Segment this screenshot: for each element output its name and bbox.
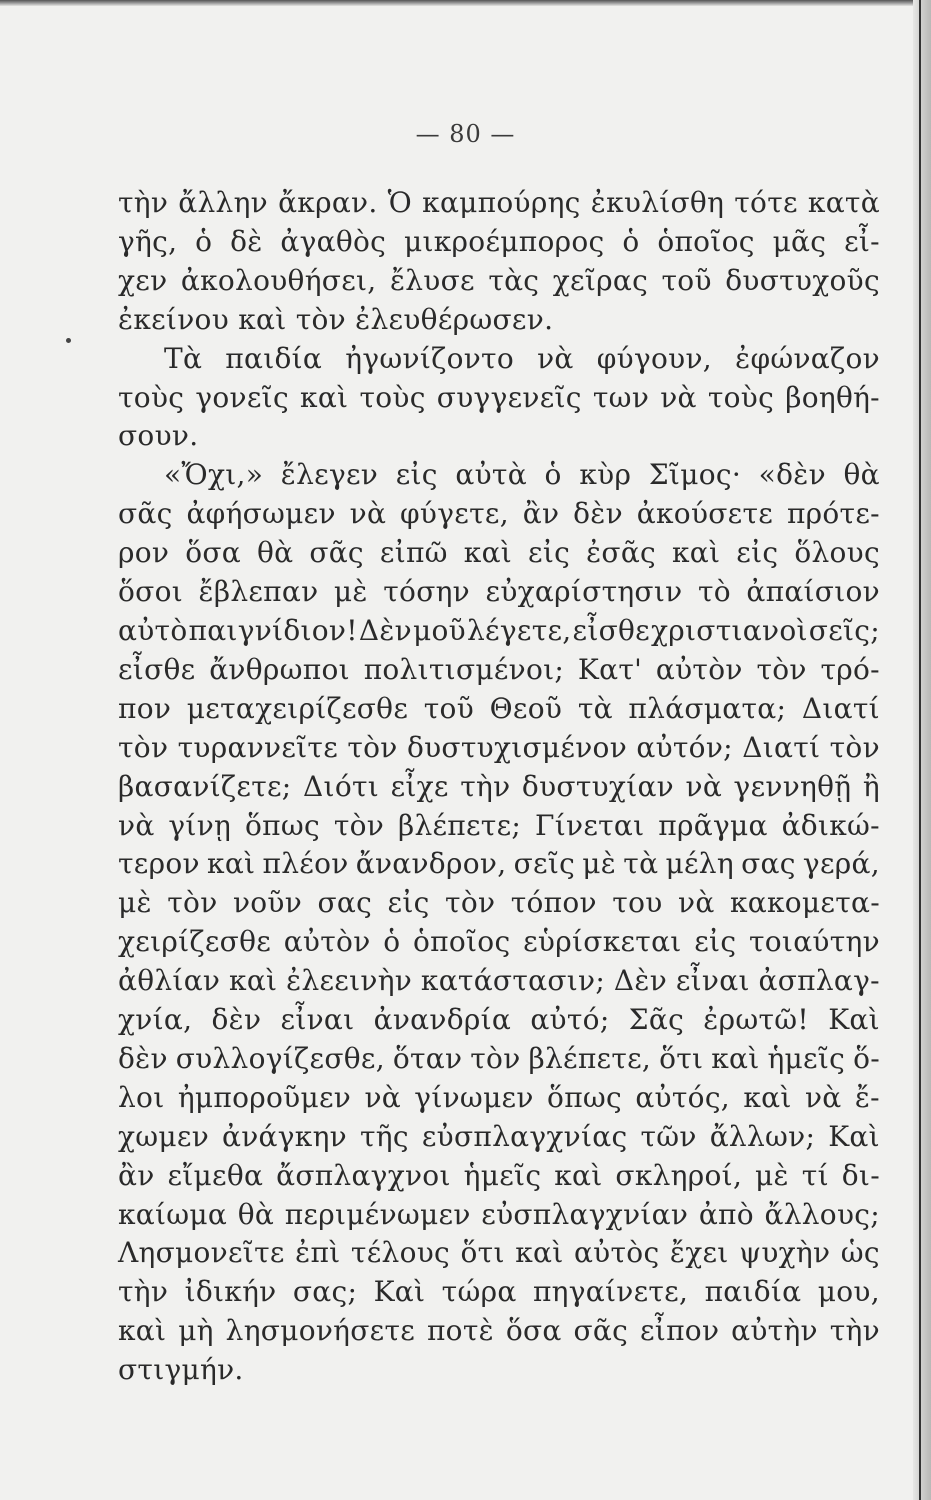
text-line: καίωμα θὰ περιμένωμεν εὐσπλαγχνίαν ἀπὸ ἄλλους;	[118, 1197, 880, 1231]
text-line: τερον καὶ πλέον ἄνανδρον, σεῖς μὲ τὰ μέλη σας γερά,	[118, 847, 880, 881]
body-text	[118, 184, 880, 1390]
text-line: σουν.	[118, 419, 199, 453]
text-line: χεν ἀκολουθήσει, ἔλυσε τὰς χεῖρας τοῦ δυστυχοῦς	[118, 263, 880, 297]
text-line: ἂν εἴμεθα ἄσπλαγχνοι ἡμεῖς καὶ σκληροί, μὲ τί δι-	[118, 1158, 880, 1192]
text-line: βασανίζετε; Διότι εἶχε τὴν δυστυχίαν νὰ γεννηθῇ ἢ	[118, 769, 880, 803]
text-line: ὅσοι ἔβλεπαν μὲ τόσην εὐχαρίστησιν τὸ ἀπαίσιον	[118, 575, 880, 609]
text-line: πον μεταχειρίζεσθε τοῦ Θεοῦ τὰ πλάσματα; Διατί	[118, 691, 880, 725]
text-line: τὴν ἰδικήν σας; Καὶ τώρα πηγαίνετε, παιδία μου,	[118, 1275, 880, 1309]
text-line: ἀθλίαν καὶ ἐλεεινὴν κατάστασιν; Δὲν εἶναι ἀσπλαγ-	[118, 964, 880, 998]
text-line: νὰ γίνῃ ὅπως τὸν βλέπετε; Γίνεται πρᾶγμα ἀδικώ-	[118, 808, 880, 842]
text-line: χωμεν ἀνάγκην τῆς εὐσπλαγχνίας τῶν ἄλλων; Καὶ	[118, 1119, 880, 1153]
page-top-edge	[0, 0, 931, 6]
text-line: χνία, δὲν εἶναι ἀνανδρία αὐτό; Σᾶς ἐρωτῶ! Καὶ	[118, 1003, 880, 1037]
margin-mark	[66, 338, 71, 343]
text-line: μὲ τὸν νοῦν σας εἰς τὸν τόπον του νὰ κακομετα-	[118, 886, 880, 920]
text-line: λοι ἠμποροῦμεν νὰ γίνωμεν ὅπως αὐτός, καὶ νὰ ἔ-	[118, 1080, 880, 1114]
text-line: γῆς, ὁ δὲ ἀγαθὸς μικροέμπορος ὁ ὁποῖος μᾶς εἶ-	[118, 224, 880, 258]
text-line: χειρίζεσθε αὐτὸν ὁ ὁποῖος εὑρίσκεται εἰς τοιαύτην	[118, 925, 880, 959]
page-right-margin	[913, 0, 931, 1500]
text-line: τοὺς γονεῖς καὶ τοὺς συγγενεῖς των νὰ τοὺς βοηθή-	[118, 380, 880, 414]
text-line: τὸν τυραννεῖτε τὸν δυστυχισμένον αὐτόν; Διατί τὸν	[118, 730, 880, 764]
page-binding-line	[919, 0, 921, 1500]
text-line: ρον ὅσα θὰ σᾶς εἰπῶ καὶ εἰς ἐσᾶς καὶ εἰς ὅλους	[118, 536, 880, 570]
text-line: αὐτὸ παιγνίδιον! Δὲν μοῦ λέγετε, εἶσθε χριστιανοὶ σεῖς;	[118, 613, 880, 647]
text-line: Τὰ παιδία ἠγωνίζοντο νὰ φύγουν, ἐφώναζον	[164, 341, 880, 375]
text-line: στιγμήν.	[118, 1353, 244, 1387]
text-line: τὴν ἄλλην ἄκραν. Ὁ καμπούρης ἐκυλίσθη τότε κατὰ	[118, 186, 880, 219]
text-line: ἐκείνου καὶ τὸν ἐλευθέρωσεν.	[118, 302, 554, 336]
text-line: καὶ μὴ λησμονήσετε ποτὲ ὅσα σᾶς εἶπον αὐτὴν τὴν	[118, 1314, 880, 1348]
text-line: δὲν συλλογίζεσθε, ὅταν τὸν βλέπετε, ὅτι καὶ ἡμεῖς ὅ-	[118, 1041, 880, 1075]
text-line: Λησμονεῖτε ἐπὶ τέλους ὅτι καὶ αὐτὸς ἔχει ψυχὴν ὡς	[118, 1236, 880, 1270]
text-line: εἶσθε ἄνθρωποι πολιτισμένοι; Κατ' αὐτὸν τὸν τρό-	[118, 652, 880, 686]
text-line: «Ὄχι,» ἔλεγεν εἰς αὐτὰ ὁ κὺρ Σῖμος· «δὲν θὰ	[164, 458, 880, 492]
text-line: σᾶς ἀφήσωμεν νὰ φύγετε, ἂν δὲν ἀκούσετε πρότε-	[118, 497, 880, 531]
page-number: — 80 —	[415, 120, 516, 148]
